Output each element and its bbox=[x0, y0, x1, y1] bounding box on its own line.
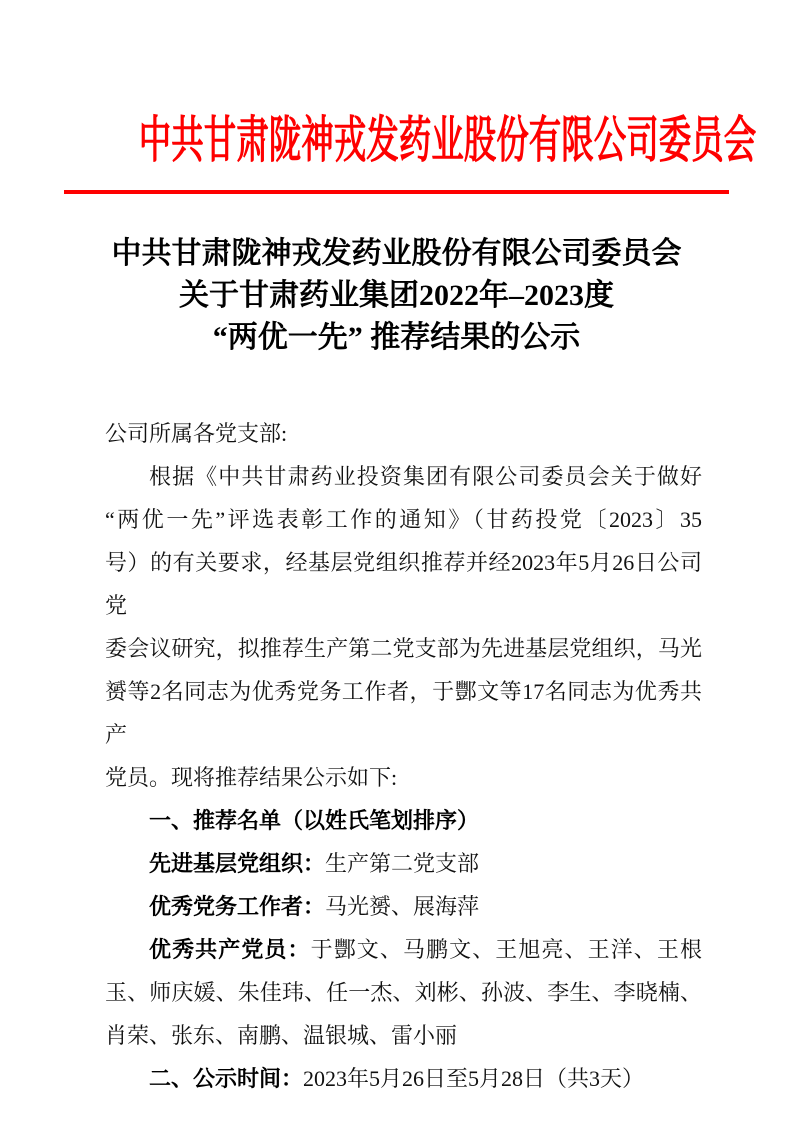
body-line bbox=[105, 670, 702, 756]
item-outstanding-party-workers bbox=[105, 885, 702, 928]
body-line bbox=[105, 498, 702, 541]
line-text: 党员。现将推荐结果公示如下: bbox=[105, 765, 398, 790]
body-line bbox=[105, 455, 702, 498]
line-text: 赟等2名同志为优秀党务工作者，于酆文等17名同志为优秀共产 bbox=[105, 679, 702, 747]
item-label: 优秀共产党员： bbox=[149, 937, 311, 962]
line-text: “两优一先”评选表彰工作的通知》（甘药投党〔2023〕35 bbox=[105, 507, 702, 532]
line-text: 玉、师庆媛、朱佳玮、任一杰、刘彬、孙波、李生、李晓楠、 bbox=[105, 980, 702, 1005]
line-text: 号）的有关要求，经基层党组织推荐并经2023年5月26日公司党 bbox=[105, 550, 702, 618]
section-heading-publicity-period bbox=[105, 1057, 702, 1100]
body-line bbox=[105, 627, 702, 670]
item-label: 优秀党务工作者： bbox=[149, 894, 326, 919]
document-title bbox=[0, 233, 793, 359]
section-heading-recommend-list bbox=[105, 799, 702, 842]
section-heading-label: 一、推荐名单（以姓氏笔划排序） bbox=[149, 808, 480, 833]
body-line bbox=[105, 971, 702, 1014]
section-heading-label: 二、公示时间： bbox=[149, 1066, 304, 1091]
line-text: 根据《中共甘肃药业投资集团有限公司委员会关于做好 bbox=[149, 464, 702, 489]
item-label: 先进基层党组织： bbox=[149, 851, 326, 876]
body-line bbox=[105, 1014, 702, 1057]
item-value: 生产第二党支部 bbox=[325, 851, 480, 876]
document-title-line-2: 关于甘肃药业集团2022年–2023度 bbox=[179, 279, 614, 312]
masthead-title: 中共甘肃陇神戎发药业股份有限公司委员会 bbox=[138, 112, 757, 168]
item-value: 2023年5月26日至5月28日（共3天） bbox=[303, 1066, 645, 1091]
body-text bbox=[105, 412, 702, 1100]
item-value: 马光赟、展海萍 bbox=[325, 894, 480, 919]
item-value: 于酆文、马鹏文、王旭亮、王洋、王根 bbox=[310, 937, 702, 962]
line-text: 公司所属各党支部: bbox=[105, 421, 288, 446]
salutation-line bbox=[105, 412, 702, 455]
body-line bbox=[105, 756, 702, 799]
line-text: 肖荣、张东、南鹏、温银城、雷小丽 bbox=[105, 1023, 458, 1048]
body-line bbox=[105, 541, 702, 627]
item-advanced-party-branch bbox=[105, 842, 702, 885]
document-title-line-1: 中共甘肃陇神戎发药业股份有限公司委员会 bbox=[111, 237, 682, 270]
item-outstanding-party-members bbox=[105, 928, 702, 971]
red-divider-rule bbox=[64, 190, 729, 194]
line-text: 委会议研究，拟推荐生产第二党支部为先进基层党组织，马光 bbox=[105, 636, 702, 661]
document-title-line-3: “两优一先” 推荐结果的公示 bbox=[212, 321, 581, 354]
